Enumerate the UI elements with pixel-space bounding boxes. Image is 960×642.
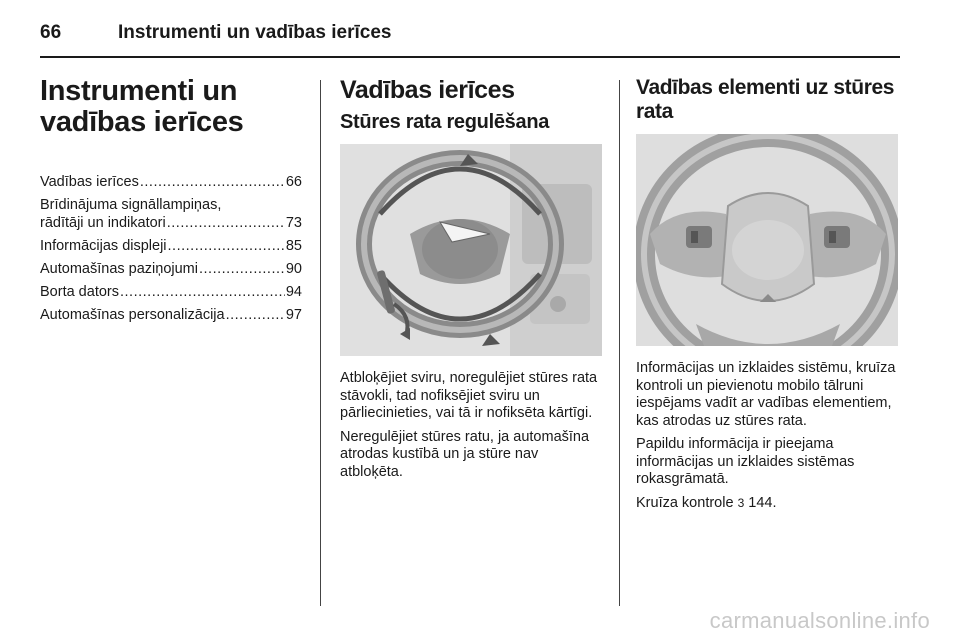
toc-label: Automašīnas personalizācija: [40, 307, 225, 323]
toc-leader: [226, 306, 285, 324]
toc-page: 97: [285, 307, 302, 323]
reference-page: 144.: [748, 494, 777, 511]
toc-item[interactable]: [40, 260, 302, 278]
toc-page: 73: [285, 215, 302, 231]
toc-item[interactable]: [40, 306, 302, 324]
wheel-controls-column: [636, 76, 900, 518]
watermark: carmanualsonline.info: [709, 608, 930, 633]
toc-page: 66: [285, 174, 302, 190]
toc-label: Brīdinājuma signāllampiņas,: [40, 197, 222, 213]
toc-item[interactable]: [40, 237, 302, 255]
toc-leader: [168, 237, 285, 255]
steering-wheel-icon: [636, 134, 898, 346]
column-divider: [619, 80, 620, 606]
toc-item[interactable]: [40, 173, 302, 191]
section-title: Vadības elementi uz stūres rata: [636, 76, 895, 123]
toc-page: 90: [285, 261, 302, 277]
page-number: 66: [40, 22, 62, 43]
chapter-title: Instrumenti un vadības ierīces: [40, 75, 244, 138]
steering-wheel-adjust-icon: [340, 144, 602, 356]
paragraph: Neregulējiet stūres ratu, ja automašīna atrodas kustībā un ja stūre nav atbloķēta.: [340, 428, 590, 480]
paragraph: Informācijas un izklaides sistēmu, kruīza kontroli un pievienotu mobilo tālruni iespējams vadīt ar vadības elementiem, kas atrodas uz stūres rata.: [636, 360, 896, 429]
toc-label: Automašīnas paziņojumi: [40, 261, 198, 277]
toc-leader: [199, 260, 285, 278]
toc-label: Vadības ierīces: [40, 174, 139, 190]
column-divider: [320, 80, 321, 606]
chapter-column: [40, 76, 302, 329]
paragraph: Atbloķējiet sviru, noregulējiet stūres rata stāvokli, tad nofiksējiet sviru un pārliecinieties, vai tā ir nofiksēta kārtīgi.: [340, 370, 598, 421]
toc-page: 94: [285, 284, 302, 300]
header-title: Instrumenti un vadības ierīces: [118, 22, 392, 43]
paragraph: Papildu informācija ir pieejama informācijas un izklaides sistēmas rokasgrāmatā.: [636, 436, 855, 487]
subsection-title: Stūres rata regulēšana: [340, 111, 550, 133]
steering-adjustment-illustration: [340, 144, 602, 356]
toc-label: rādītāji un indikatori: [40, 215, 166, 231]
reference-arrow-icon: 3: [737, 495, 745, 510]
toc-leader: [167, 214, 285, 232]
toc-label: Borta dators: [40, 284, 119, 300]
cross-reference[interactable]: [636, 495, 900, 513]
table-of-contents: [40, 173, 302, 324]
section-title: Vadības ierīces: [340, 76, 515, 104]
toc-item[interactable]: [40, 196, 302, 232]
page-header: [40, 18, 900, 58]
toc-item[interactable]: [40, 283, 302, 301]
toc-leader: [140, 173, 285, 191]
header-rule: [40, 56, 900, 58]
controls-column: [340, 76, 602, 487]
toc-label: Informācijas displeji: [40, 238, 167, 254]
toc-page: 85: [285, 238, 302, 254]
reference-text: Kruīza kontrole: [636, 494, 734, 511]
toc-leader: [120, 283, 285, 301]
steering-wheel-controls-illustration: [636, 134, 898, 346]
